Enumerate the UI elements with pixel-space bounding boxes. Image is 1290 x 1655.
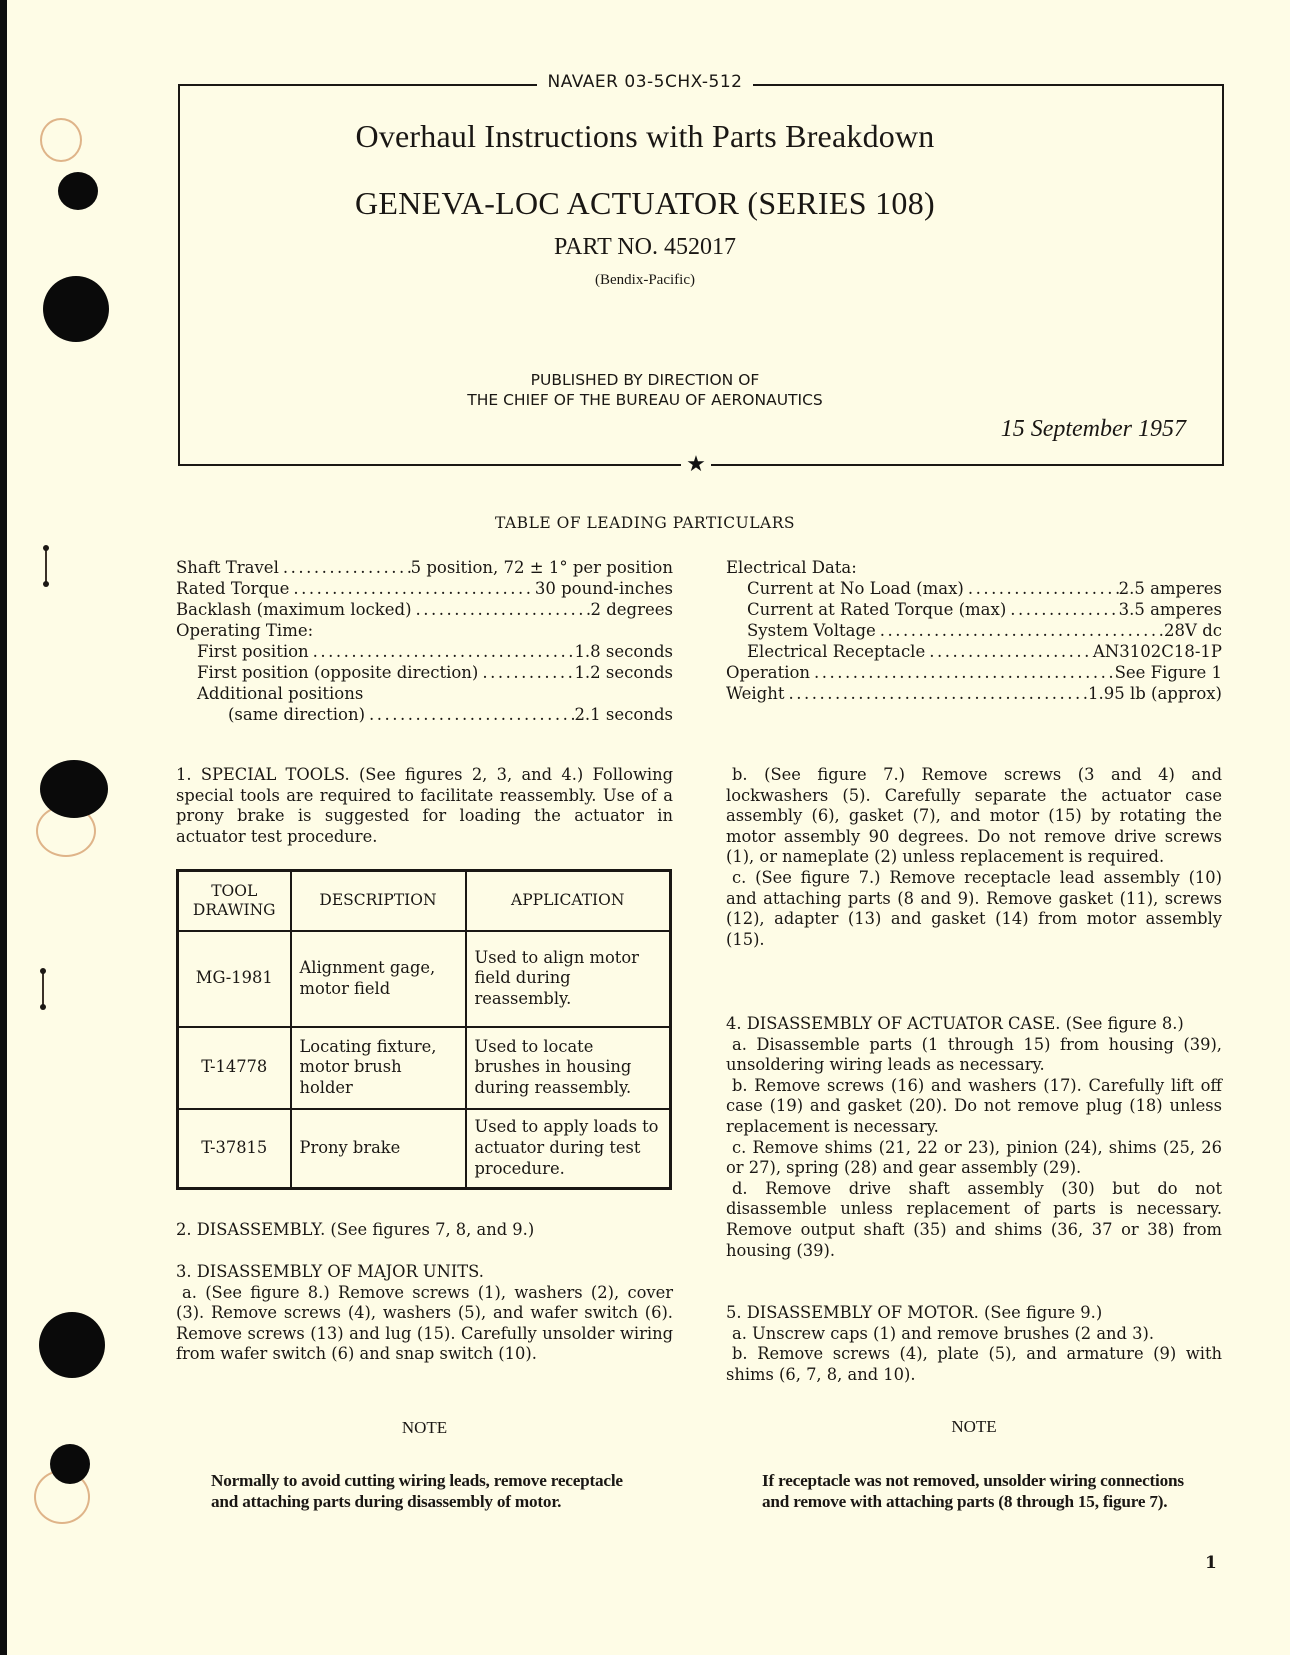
document-title: Overhaul Instructions with Parts Breakdown bbox=[355, 118, 935, 154]
note-body-right: If receptacle was not removed, unsolder wiring connections and remove with attaching parts (8 through 15, figure 7). bbox=[762, 1471, 1184, 1511]
particular-row bbox=[726, 683, 1222, 704]
tool-drawing-cell: T-14778 bbox=[178, 1027, 291, 1109]
dot-leader bbox=[810, 662, 1115, 683]
particular-row bbox=[176, 683, 673, 704]
section-disassembly bbox=[176, 1220, 673, 1241]
dot-leader bbox=[925, 641, 1093, 662]
table-row bbox=[178, 1027, 671, 1109]
section-4c-paragraph: c. Remove shims (21, 22 or 23), pinion (24), shims (25, 26 or 27), spring (28) and gear assembly (29). bbox=[726, 1137, 1222, 1178]
leading-particulars-right bbox=[726, 557, 1222, 704]
particular-label: Electrical Receptacle bbox=[747, 642, 926, 661]
publication-date: 15 September 1957 bbox=[1000, 416, 1186, 442]
publisher-line-2: THE CHIEF OF THE BUREAU OF AERONAUTICS bbox=[467, 391, 823, 409]
dot-leader bbox=[412, 599, 591, 620]
leading-particulars-title: TABLE OF LEADING PARTICULARS bbox=[495, 514, 795, 532]
particular-row bbox=[176, 557, 673, 578]
publisher-statement bbox=[0, 370, 1290, 410]
star-icon: ★ bbox=[681, 452, 711, 478]
special-tools-table bbox=[176, 869, 672, 1190]
dot-leader bbox=[289, 578, 535, 599]
table-row bbox=[178, 1109, 671, 1189]
particular-label: First position bbox=[197, 642, 309, 661]
staple-mark bbox=[45, 547, 47, 585]
section-4d-paragraph: d. Remove drive shaft assembly (30) but do not disassemble unless replacement of parts is necessary. Remove output shaft (35) and shims (36, 37 or 38) from housing (39). bbox=[726, 1178, 1222, 1260]
particular-label: Weight bbox=[726, 684, 785, 703]
column-header-description: DESCRIPTION bbox=[291, 871, 466, 931]
tool-description-cell: Locating fixture, motor brush holder bbox=[291, 1027, 466, 1109]
particular-value: 2.5 amperes bbox=[1118, 579, 1222, 598]
dot-leader bbox=[365, 704, 574, 725]
particular-row bbox=[726, 641, 1222, 662]
section-4a-paragraph: a. Disassemble parts (1 through 15) from housing (39), unsoldering wiring leads as necessary. bbox=[726, 1034, 1222, 1075]
particular-label: Rated Torque bbox=[176, 579, 290, 598]
particular-row bbox=[726, 599, 1222, 620]
particular-row bbox=[726, 662, 1222, 683]
section-5-heading: 5. DISASSEMBLY OF MOTOR. (See figure 9.) bbox=[726, 1303, 1103, 1322]
section-major-units bbox=[176, 1262, 673, 1365]
particular-label: Backlash (maximum locked) bbox=[176, 600, 412, 619]
punch-hole bbox=[39, 1312, 105, 1378]
section-actuator-case bbox=[726, 1014, 1222, 1261]
particular-value: 2.1 seconds bbox=[574, 705, 673, 724]
section-2-heading: 2. DISASSEMBLY. (See figures 7, 8, and 9.) bbox=[176, 1220, 535, 1239]
section-motor bbox=[726, 1303, 1222, 1385]
particular-row bbox=[176, 662, 673, 683]
particular-value: 5 position, 72 ± 1° per position bbox=[410, 558, 673, 577]
section-5a-paragraph: a. Unscrew caps (1) and remove brushes (2 and 3). bbox=[732, 1323, 1155, 1343]
particular-label: Additional positions bbox=[197, 684, 364, 703]
note-body-left: Normally to avoid cutting wiring leads, remove receptacle and attaching parts during disassembly of motor. bbox=[211, 1471, 623, 1511]
tool-description-cell: Alignment gage, motor field bbox=[291, 931, 466, 1027]
table-header-row bbox=[178, 871, 671, 931]
particular-label: Current at Rated Torque (max) bbox=[747, 600, 1007, 619]
section-3-heading: 3. DISASSEMBLY OF MAJOR UNITS. bbox=[176, 1262, 484, 1281]
particular-row bbox=[176, 599, 673, 620]
special-tools-paragraph: 1. SPECIAL TOOLS. (See figures 2, 3, and 4.) Following special tools are required to facilitate reassembly. Use of a prony brake is suggested for loading the actuator in actuator test procedure. bbox=[176, 765, 673, 846]
particular-value: 1.95 lb (approx) bbox=[1087, 684, 1222, 703]
tool-drawing-cell: MG-1981 bbox=[178, 931, 291, 1027]
particular-value: AN3102C18-1P bbox=[1092, 642, 1222, 661]
document-number-text: NAVAER 03-5CHX-512 bbox=[537, 72, 752, 92]
section-3a-paragraph: a. (See figure 8.) Remove screws (1), washers (2), cover (3). Remove screws (4), washers (5), and wafer switch (6). Remove screws (13) and lug (15). Carefully unsolder wiring from wafer switch (6) and snap switch (10). bbox=[176, 1282, 673, 1364]
manufacturer: (Bendix-Pacific) bbox=[595, 272, 695, 288]
particular-value: 1.8 seconds bbox=[574, 642, 673, 661]
particular-row bbox=[726, 557, 1222, 578]
punch-hole bbox=[40, 760, 108, 818]
particular-row bbox=[176, 578, 673, 599]
particular-value: See Figure 1 bbox=[1114, 663, 1222, 682]
particular-label: Operation bbox=[726, 663, 811, 682]
dot-leader bbox=[784, 683, 1087, 704]
dot-leader bbox=[876, 620, 1164, 641]
part-number: PART NO. 452017 bbox=[554, 234, 736, 260]
staple-mark bbox=[42, 970, 44, 1008]
particular-row bbox=[176, 620, 673, 641]
section-4-heading: 4. DISASSEMBLY OF ACTUATOR CASE. (See figure 8.) bbox=[726, 1014, 1184, 1033]
tool-description-cell: Prony brake bbox=[291, 1109, 466, 1189]
particular-value: 2 degrees bbox=[590, 600, 673, 619]
particular-value: 28V dc bbox=[1164, 621, 1222, 640]
table-row bbox=[178, 931, 671, 1027]
section-special-tools bbox=[176, 765, 673, 847]
tool-application-cell: Used to apply loads to actuator during test procedure. bbox=[466, 1109, 671, 1189]
particular-value: 30 pound-inches bbox=[534, 579, 673, 598]
particular-label: First position (opposite direction) bbox=[197, 663, 479, 682]
note-title-left: NOTE bbox=[401, 1418, 448, 1437]
particular-value: 3.5 amperes bbox=[1118, 600, 1222, 619]
note-title-right: NOTE bbox=[951, 1417, 997, 1436]
dot-leader bbox=[964, 578, 1119, 599]
document-subtitle: GENEVA-LOC ACTUATOR (SERIES 108) bbox=[355, 185, 935, 221]
particular-row bbox=[176, 641, 673, 662]
particular-row bbox=[726, 578, 1222, 599]
column-header-application: APPLICATION bbox=[466, 871, 671, 931]
dot-leader bbox=[309, 641, 575, 662]
section-major-units-continued bbox=[726, 765, 1222, 950]
particular-value: 1.2 seconds bbox=[574, 663, 673, 682]
particular-label: (same direction) bbox=[228, 705, 366, 724]
tool-application-cell: Used to locate brushes in housing during reassembly. bbox=[466, 1027, 671, 1109]
particular-label: Electrical Data: bbox=[726, 558, 857, 577]
section-4b-paragraph: b. Remove screws (16) and washers (17). Carefully lift off case (19) and gasket (20). Do not remove plug (18) unless replacement is necessary. bbox=[726, 1075, 1222, 1136]
punch-hole bbox=[50, 1444, 90, 1484]
leading-particulars-left bbox=[176, 557, 673, 725]
publisher-line-1: PUBLISHED BY DIRECTION OF bbox=[530, 371, 760, 389]
particular-label: System Voltage bbox=[747, 621, 876, 640]
column-header-tool-drawing: TOOL DRAWING bbox=[178, 871, 291, 931]
page-number: 1 bbox=[1205, 1553, 1217, 1573]
particular-label: Shaft Travel bbox=[176, 558, 279, 577]
section-3c-paragraph: c. (See figure 7.) Remove receptacle lead assembly (10) and attaching parts (8 and 9). Remove gasket (11), screws (12), adapter (13) and gasket (14) from motor assembly (15). bbox=[726, 867, 1222, 949]
section-3b-paragraph: b. (See figure 7.) Remove screws (3 and 4) and lockwashers (5). Carefully separate the actuator case assembly (6), gasket (7), and motor (15) by rotating the motor assembly 90 degrees. Do not remove drive screws (1), or nameplate (2) unless replacement is required. bbox=[726, 765, 1222, 867]
particular-row bbox=[176, 704, 673, 725]
dot-leader bbox=[478, 662, 574, 683]
particular-label: Current at No Load (max) bbox=[747, 579, 964, 598]
tool-application-cell: Used to align motor field during reassembly. bbox=[466, 931, 671, 1027]
dot-leader bbox=[279, 557, 411, 578]
tool-drawing-cell: T-37815 bbox=[178, 1109, 291, 1189]
document-number bbox=[0, 72, 1290, 92]
dot-leader bbox=[1006, 599, 1118, 620]
section-5b-paragraph: b. Remove screws (4), plate (5), and armature (9) with shims (6, 7, 8, and 10). bbox=[726, 1344, 1222, 1384]
particular-row bbox=[726, 620, 1222, 641]
particular-label: Operating Time: bbox=[176, 621, 314, 640]
